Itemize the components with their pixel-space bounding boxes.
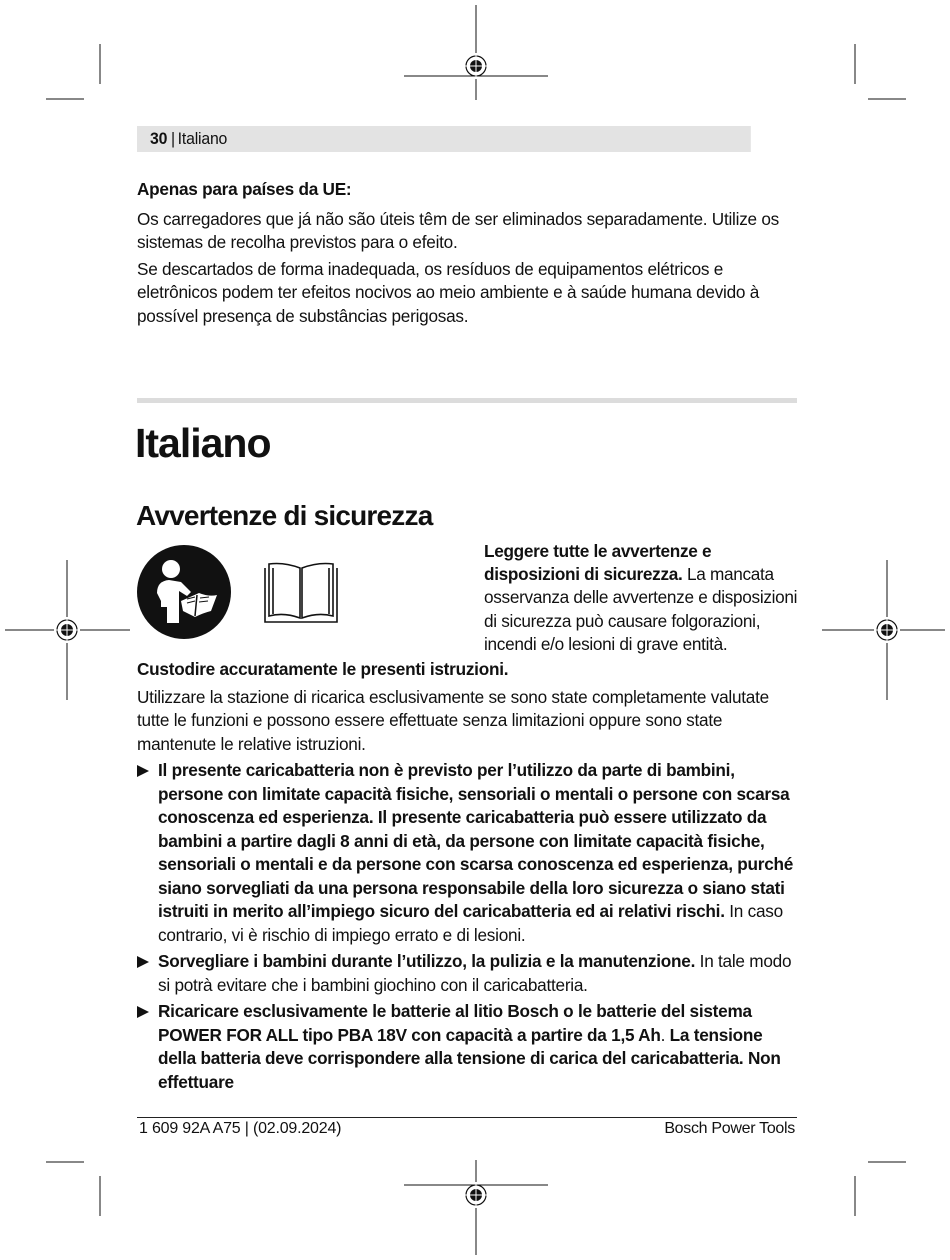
bullet-arrow-icon <box>137 956 149 968</box>
safety-body <box>137 658 799 1097</box>
language-title: Italiano <box>135 420 271 466</box>
safety-bullet-list <box>137 759 799 1094</box>
bullet-bold: Il presente caricabatteria non è previsto per l’utilizzo da parte di bambini, persone con limitate capacità fisiche, sensoriali o mentali o persone con scarsa conoscenza ed esperienza. Il presente caricabatteria può essere utilizzato da bambini a partire dagli 8 anni di età, da persone con limitate capacità fisiche, sensoriali o mentali e da persone con scarsa conoscenza ed esperienza, purché siano sorvegliati da una persona responsabile della loro sicurezza o siano stati istruiti in merito all’impiego sicuro del caricabatteria ed ai relativi rischi. <box>158 760 794 921</box>
section-divider <box>137 398 797 403</box>
eu-heading: Apenas para países da UE: <box>137 179 352 199</box>
footer-divider <box>137 1117 797 1118</box>
list-item <box>137 1000 799 1094</box>
registration-target-left <box>54 617 80 643</box>
running-header <box>137 126 751 152</box>
footer-document-id: 1 609 92A A75 | (02.09.2024) <box>139 1120 342 1137</box>
registration-target-top <box>463 53 489 79</box>
bullet-arrow-icon <box>137 1006 149 1018</box>
bullet-bold-continued: La tensione della batteria deve corrispondere alla tensione di carica del caricabatteria. Non effettuare <box>158 1024 781 1092</box>
registration-target-right <box>874 617 900 643</box>
list-item <box>137 759 799 947</box>
bullet-text: In tale modo si potrà evitare che i bambini giochino con il caricabatteria. <box>158 951 792 995</box>
footer-brand: Bosch Power Tools <box>664 1120 795 1137</box>
bullet-bold: Ricaricare esclusivamente le batterie al litio Bosch o le batterie del sistema POWER FOR ALL tipo PBA 18V con capacità a partire da 1,5 Ah <box>158 1001 752 1045</box>
intro-text: La mancata osservanza delle avvertenze e disposizioni di sicurezza può causare folgorazioni, incendi e/o lesioni di grave entità. <box>484 564 798 654</box>
section-title: Avvertenze di sicurezza <box>136 500 433 531</box>
registration-target-bottom <box>463 1182 489 1208</box>
open-book-icon <box>262 560 340 626</box>
eu-paragraph-2: Se descartados de forma inadequada, os resíduos de equipamentos elétricos e eletrônicos podem ter efeitos nocivos ao meio ambiente e à saúde humana devido à possível presença de substâncias perigosas. <box>137 258 760 326</box>
safety-intro-paragraph <box>484 540 800 656</box>
bullet-text: . <box>660 1024 670 1045</box>
eu-disposal-block <box>137 178 799 328</box>
header-section: Italiano <box>177 129 228 148</box>
page-number: 30 <box>150 129 168 148</box>
keep-instructions: Custodire accuratamente le presenti istruzioni. <box>137 659 509 679</box>
list-item <box>137 950 799 997</box>
bullet-arrow-icon <box>137 765 149 777</box>
header-separator: | <box>170 129 175 148</box>
intro-bold: Leggere tutte le avvertenze e disposizioni di sicurezza. <box>484 541 712 585</box>
usage-paragraph: Utilizzare la stazione di ricarica esclusivamente se sono state completamente valutate tutte le funzioni e possono essere effettuate senza limitazioni oppure sono state mantenute le relative istruzioni. <box>137 686 769 754</box>
bullet-bold: Sorvegliare i bambini durante l’utilizzo, la pulizia e la manutenzione. <box>158 951 696 971</box>
bullet-text: In caso contrario, vi è rischio di impiego errato e di lesioni. <box>158 901 783 945</box>
eu-paragraph-1: Os carregadores que já não são úteis têm de ser eliminados separadamente. Utilize os sistemas de recolha previstos para o efeito. <box>137 208 780 252</box>
read-manual-warning-icon <box>137 545 231 639</box>
